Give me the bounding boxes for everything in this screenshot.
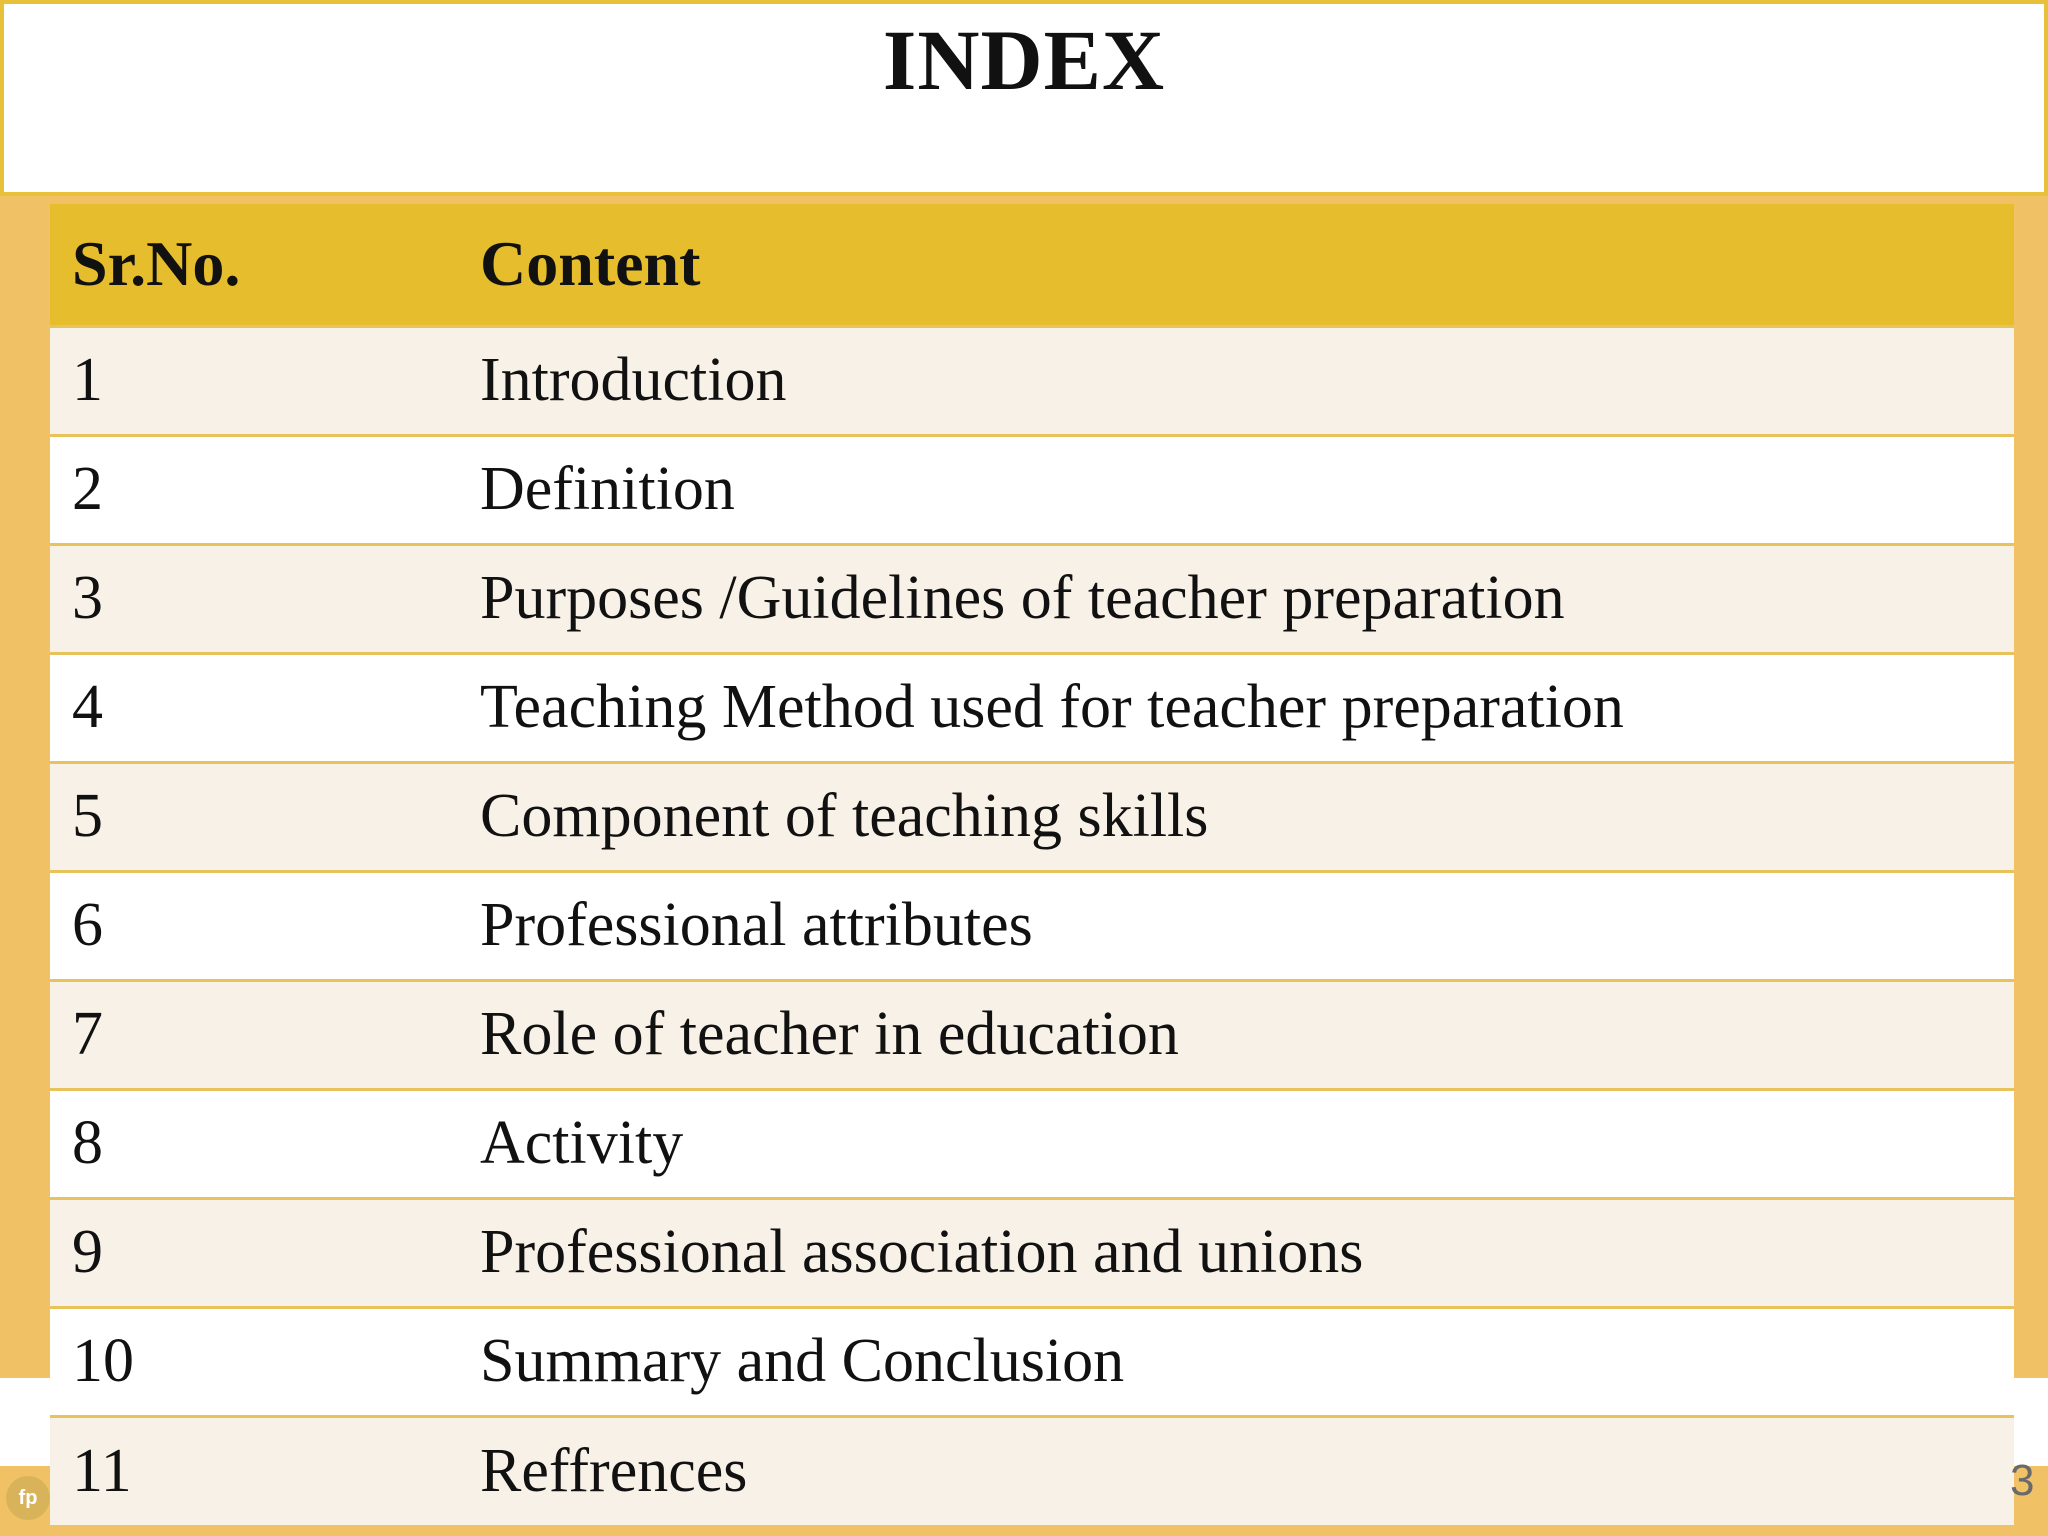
- table-row: [50, 326, 2014, 435]
- row-content: Activity: [480, 1109, 684, 1177]
- row-sr-no: 5: [72, 782, 103, 850]
- row-content: Reffrences: [480, 1436, 748, 1505]
- table-row: [50, 435, 2014, 544]
- table-row: [50, 1307, 2014, 1416]
- row-sr-no: 6: [72, 891, 103, 959]
- row-sr-no: 2: [72, 455, 103, 523]
- row-sr-no: 9: [72, 1218, 103, 1286]
- table-row: [50, 871, 2014, 980]
- header-content: Content: [480, 228, 701, 300]
- table-row: [50, 762, 2014, 871]
- table-row: [50, 653, 2014, 762]
- row-content: Teaching Method used for teacher preparation: [480, 673, 1624, 741]
- table-row: [50, 544, 2014, 653]
- table-row: [50, 1089, 2014, 1198]
- row-sr-no: 7: [72, 1000, 103, 1068]
- header-sr-no: Sr.No.: [72, 228, 241, 300]
- row-content: Role of teacher in education: [480, 1000, 1179, 1068]
- page-number: 3: [2010, 1456, 2035, 1505]
- row-content: Introduction: [480, 346, 787, 414]
- row-content: Component of teaching skills: [480, 782, 1209, 850]
- row-sr-no: 10: [72, 1327, 134, 1395]
- row-content: Professional attributes: [480, 891, 1033, 959]
- row-content: Professional association and unions: [480, 1218, 1364, 1286]
- row-sr-no: 8: [72, 1109, 103, 1177]
- row-content: Definition: [480, 455, 735, 523]
- index-table: [50, 204, 2014, 1525]
- row-sr-no: 11: [72, 1436, 132, 1505]
- table-row: [50, 1198, 2014, 1307]
- table-header-row: [50, 204, 2014, 326]
- logo-icon: fp: [6, 1476, 50, 1520]
- row-sr-no: 1: [72, 346, 103, 414]
- row-sr-no: 4: [72, 673, 103, 741]
- table-row: [50, 1416, 2014, 1525]
- slide-title: INDEX: [882, 12, 1166, 108]
- row-sr-no: 3: [72, 564, 103, 632]
- row-content: Summary and Conclusion: [480, 1327, 1125, 1395]
- row-content: Purposes /Guidelines of teacher preparation: [480, 564, 1565, 632]
- table-row: [50, 980, 2014, 1089]
